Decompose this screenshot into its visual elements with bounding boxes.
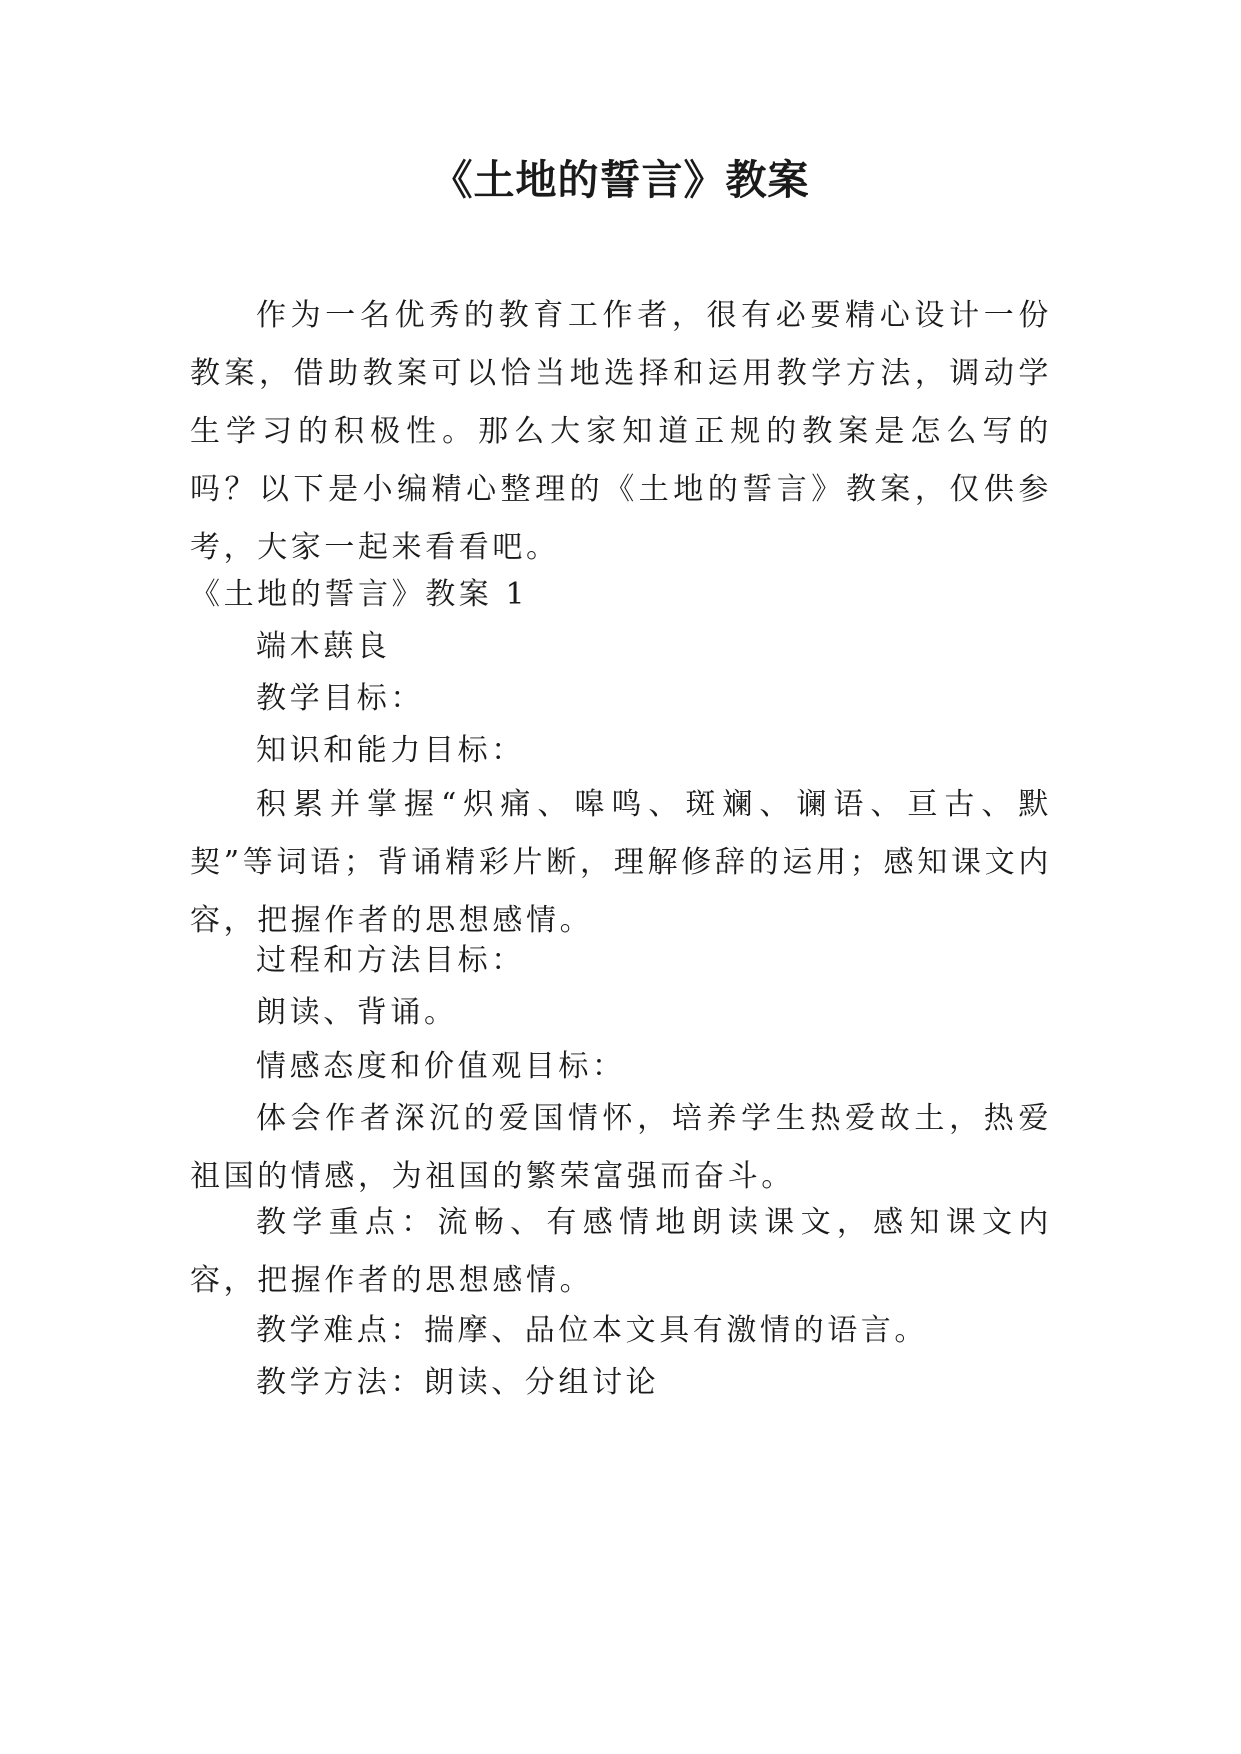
key-point-paragraph: 教学重点：流畅、有感情地朗读课文，感知课文内容，把握作者的思想感情。 bbox=[190, 1205, 1052, 1298]
emotion-label: 情感态度和价值观目标： bbox=[256, 1049, 626, 1084]
difficulty-paragraph: 教学难点：揣摩、品位本文具有激情的语言。 bbox=[256, 1313, 928, 1348]
section-heading: 《土地的誓言》教案 1 bbox=[190, 577, 529, 612]
objectives-label: 教学目标： bbox=[256, 681, 424, 716]
knowledge-label: 知识和能力目标： bbox=[256, 733, 525, 768]
document-title: 《土地的誓言》教案 bbox=[431, 156, 810, 204]
emotion-paragraph: 体会作者深沉的爱国情怀，培养学生热爱故土，热爱祖国的情感，为祖国的繁荣富强而奋斗。 bbox=[190, 1101, 1052, 1194]
process-label: 过程和方法目标： bbox=[256, 943, 525, 978]
process-paragraph: 朗读、背诵。 bbox=[256, 995, 458, 1030]
intro-paragraph: 作为一名优秀的教育工作者，很有必要精心设计一份教案，借助教案可以恰当地选择和运用教学方法，调动学生学习的积极性。那么大家知道正规的教案是怎么写的吗？以下是小编精心整理的《土地的誓言》教案，仅供参考，大家一起来看看吧。 bbox=[190, 298, 1052, 565]
author-name: 端木蕻良 bbox=[256, 629, 391, 664]
knowledge-paragraph: 积累并掌握“炽痛、嗥鸣、斑斓、谰语、亘古、默契”等词语；背诵精彩片断，理解修辞的运用；感知课文内容，把握作者的思想感情。 bbox=[190, 787, 1052, 938]
method-paragraph: 教学方法：朗读、分组讨论 bbox=[256, 1365, 660, 1400]
